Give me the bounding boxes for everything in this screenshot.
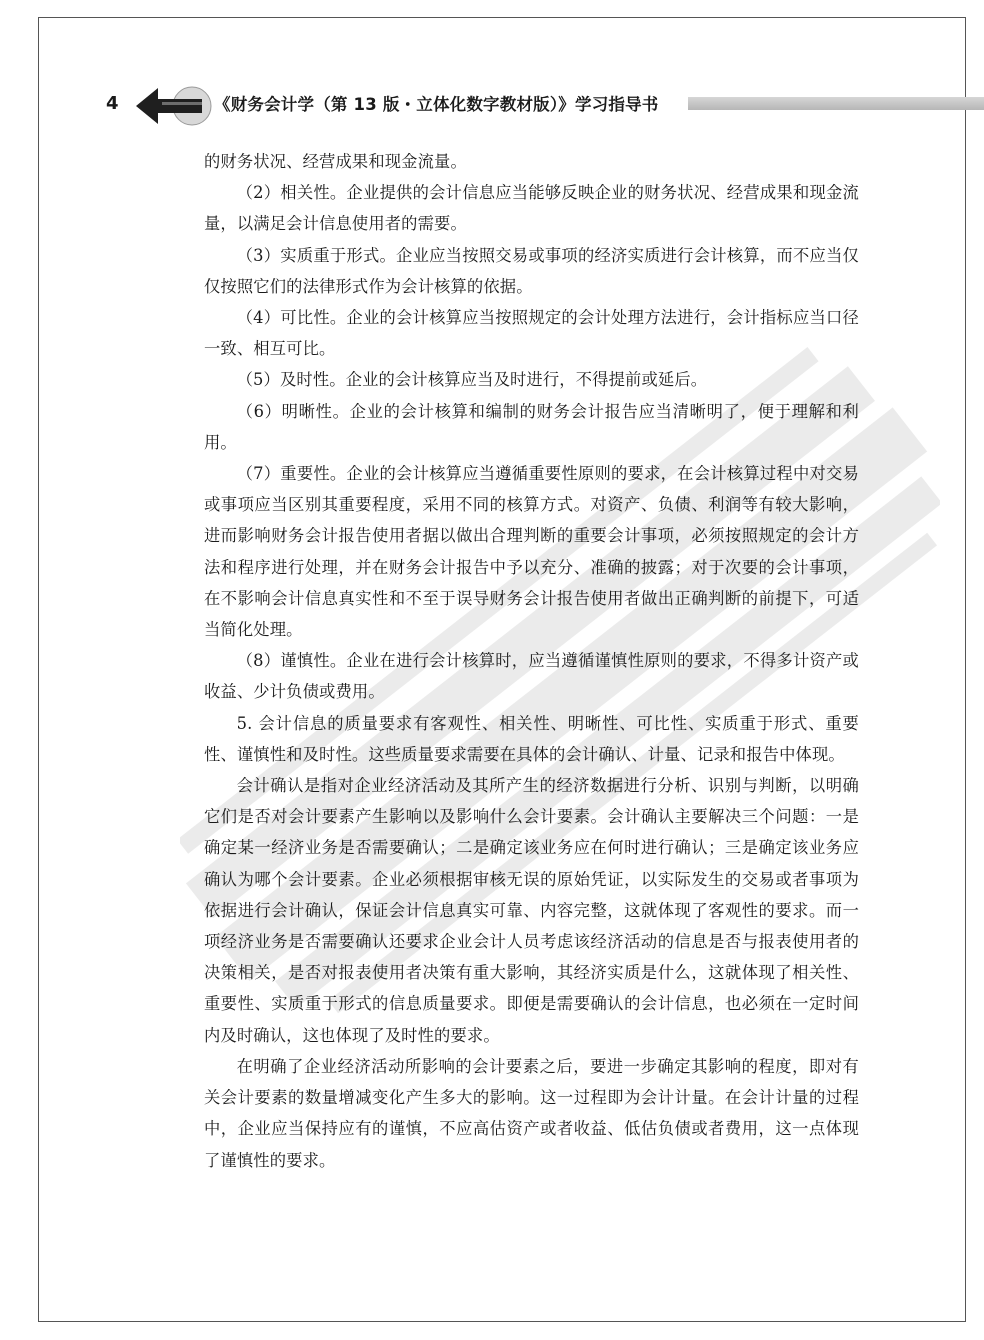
paragraph: （8）谨慎性。企业在进行会计核算时，应当遵循谨慎性原则的要求，不得多计资产或收益、少计负债或费用。 [204, 651, 859, 702]
arrow-left-icon [132, 86, 216, 126]
page-header [0, 86, 984, 126]
paragraph: 的财务状况、经营成果和现金流量。 [204, 152, 467, 171]
paragraph: （3）实质重于形式。企业应当按照交易或事项的经济实质进行会计核算，而不应当仅仅按照它们的法律形式作为会计核算的依据。 [204, 245, 859, 296]
page-number: 4 [106, 93, 119, 114]
paragraph: 5. 会计信息的质量要求有客观性、相关性、明晰性、可比性、实质重于形式、重要性、谨慎性和及时性。这些质量要求需要在具体的会计确认、计量、记录和报告中体现。 [204, 713, 859, 764]
paragraph: （2）相关性。企业提供的会计信息应当能够反映企业的财务状况、经营成果和现金流量，以满足会计信息使用者的需要。 [204, 183, 859, 234]
paragraph: 会计确认是指对企业经济活动及其所产生的经济数据进行分析、识别与判断，以明确它们是否对会计要素产生影响以及影响什么会计要素。会计确认主要解决三个问题：一是确定某一经济业务是否需要确认；二是确定该业务应在何时进行确认；三是确定该业务应确认为哪个会计要素。企业必须根据审核无误的原始凭证，以实际发生的交易或者事项为依据进行会计确认，保证会计信息真实可靠、内容完整，这就体现了客观性的要求。而一项经济业务是否需要确认还要求企业会计人员考虑该经济活动的信息是否与报表使用者的决策相关，是否对报表使用者决策有重大影响，其经济实质是什么，这就体现了相关性、重要性、实质重于形式的信息质量要求。即便是需要确认的会计信息，也必须在一定时间内及时确认，这也体现了及时性的要求。 [204, 776, 859, 1045]
page-body [204, 146, 859, 1176]
paragraph: 在明确了企业经济活动所影响的会计要素之后，要进一步确定其影响的程度，即对有关会计要素的数量增减变化产生多大的影响。这一过程即为会计计量。在会计计量的过程中，企业应当保持应有的谨慎，不应高估资产或者收益、低估负债或者费用，这一点体现了谨慎性的要求。 [204, 1056, 859, 1170]
paragraph: （6）明晰性。企业的会计核算和编制的财务会计报告应当清晰明了，便于理解和利用。 [204, 401, 859, 452]
paragraph: （7）重要性。企业的会计核算应当遵循重要性原则的要求，在会计核算过程中对交易或事项应当区别其重要程度，采用不同的核算方式。对资产、负债、利润等有较大影响，进而影响财务会计报告使用者据以做出合理判断的重要会计事项，必须按照规定的会计方法和程序进行处理，并在财务会计报告中予以充分、准确的披露；对于次要的会计事项，在不影响会计信息真实性和不至于误导财务会计报告使用者做出正确判断的前提下，可适当简化处理。 [204, 464, 859, 640]
book-title: 《财务会计学（第 13 版・立体化数字教材版）》学习指导书 [214, 95, 659, 114]
paragraph: （4）可比性。企业的会计核算应当按照规定的会计处理方法进行，会计指标应当口径一致、相互可比。 [204, 308, 859, 359]
header-bar [688, 97, 984, 110]
paragraph: （5）及时性。企业的会计核算应当及时进行，不得提前或延后。 [236, 370, 708, 390]
